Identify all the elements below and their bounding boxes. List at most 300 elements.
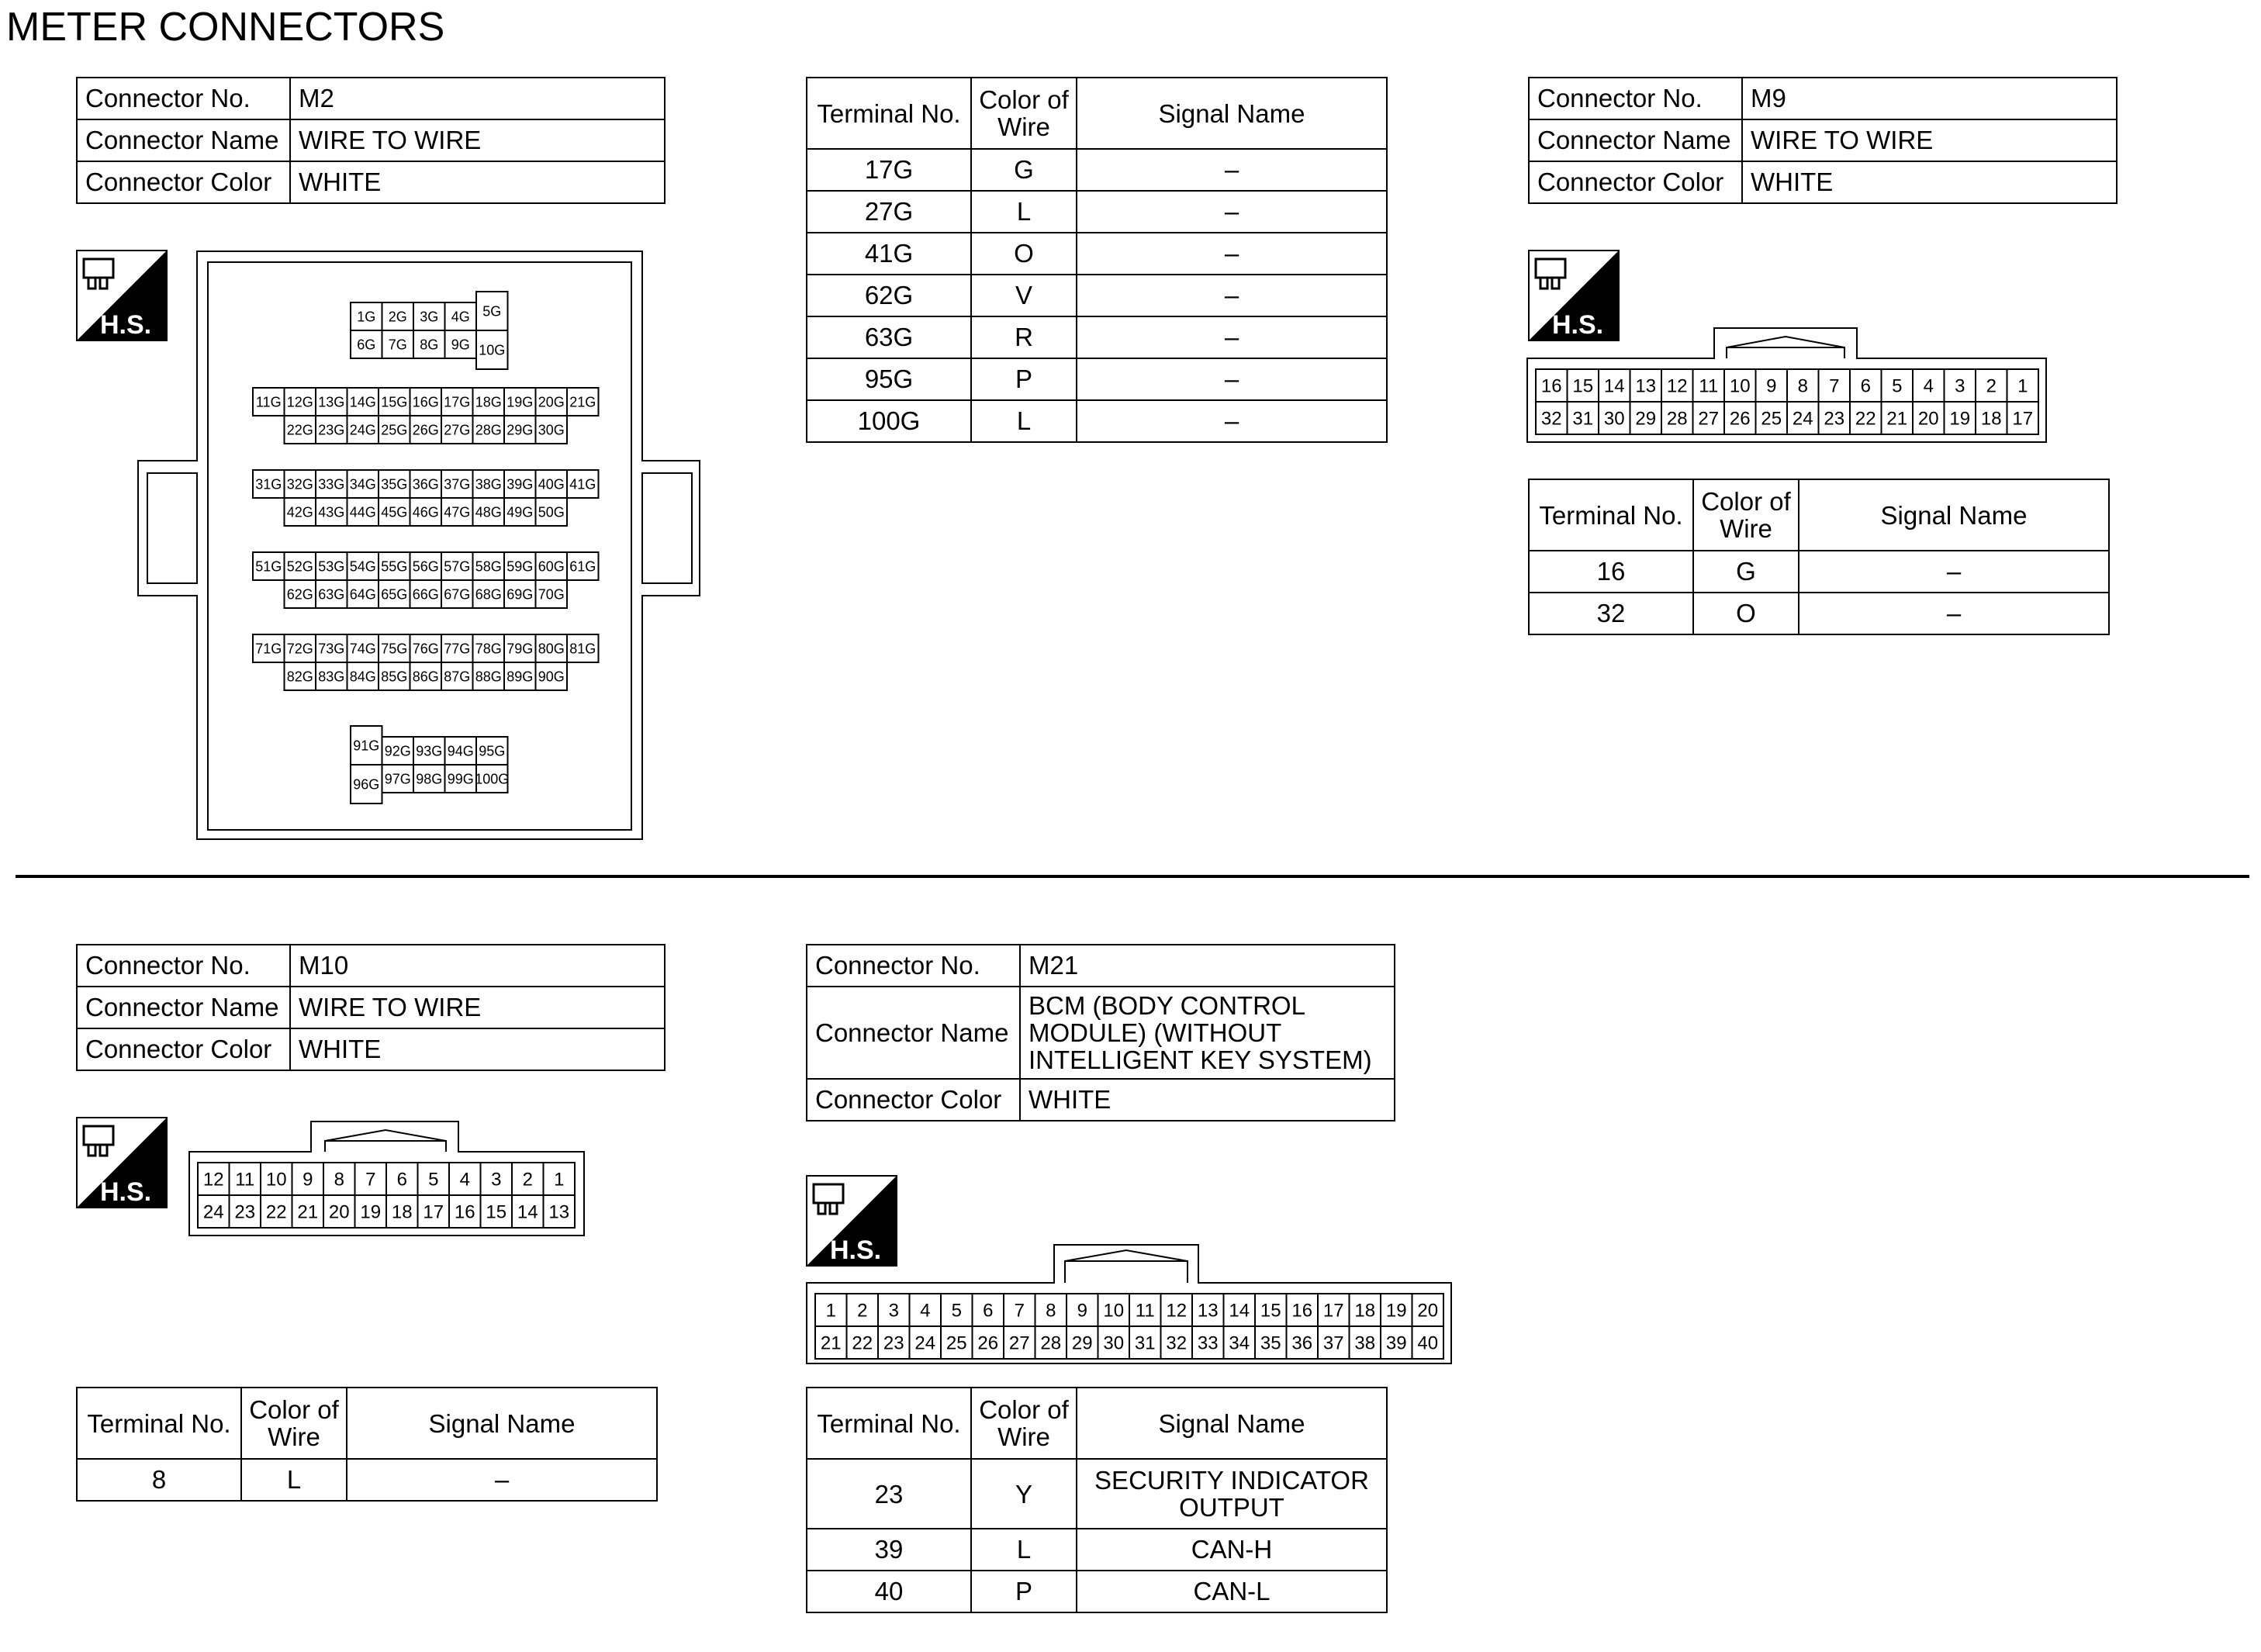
connector-pin — [413, 302, 445, 330]
pin-label: 20G — [538, 394, 565, 410]
connector-pin — [1787, 402, 1819, 434]
connector-pin — [941, 1294, 973, 1326]
pin-label: 33 — [1197, 1332, 1219, 1354]
pin-label: 39 — [1385, 1332, 1407, 1354]
hs-badge-text: H.S. — [99, 310, 152, 340]
pin-label: 22G — [286, 422, 313, 438]
connector-pin — [476, 737, 508, 765]
pin-label: 9 — [1766, 375, 1777, 397]
connector-pin — [1913, 369, 1945, 402]
pin-label: 11 — [1699, 375, 1719, 397]
pin-label: 78G — [475, 641, 502, 657]
connector-pin — [253, 470, 285, 498]
pin-label: 3 — [1955, 375, 1965, 397]
pin-label: 91G — [353, 738, 380, 754]
pin-label: 81G — [569, 641, 596, 657]
connector-color-value: WHITE — [290, 1028, 665, 1070]
connector-pin — [1661, 369, 1693, 402]
pin-label: 16 — [1540, 375, 1562, 397]
pin-label: 4G — [451, 309, 470, 325]
signal-name-header: Signal Name — [1077, 1388, 1387, 1459]
connector-pin — [473, 498, 505, 526]
pin-label: 71G — [255, 641, 282, 657]
connector-no-value: M10 — [290, 945, 665, 987]
connector-pin — [285, 470, 316, 498]
wire-color: G — [1693, 551, 1799, 593]
pin-label: 34G — [349, 476, 376, 492]
terminal-no: 40 — [807, 1571, 971, 1612]
connector-pin — [512, 1163, 544, 1195]
connector-pin — [445, 765, 477, 793]
connector-pin — [1756, 369, 1788, 402]
pin-label: 29G — [506, 422, 534, 438]
pin-label: 30 — [1103, 1332, 1125, 1354]
pin-label: 15 — [486, 1201, 507, 1223]
connector-name-value: WIRE TO WIRE — [1742, 119, 2117, 161]
pin-label: 49G — [506, 504, 534, 520]
pin-label: 23 — [883, 1332, 904, 1354]
connector-pin — [441, 498, 473, 526]
signal-name: – — [1077, 233, 1387, 275]
connector-pin — [316, 634, 347, 662]
pin-label: 9G — [451, 337, 470, 353]
pin-label: 55G — [381, 558, 408, 575]
pin-label: 32 — [1166, 1332, 1188, 1354]
pin-label: 73G — [318, 641, 345, 657]
pin-label: 20 — [1917, 408, 1939, 430]
connector-pin — [230, 1163, 261, 1195]
connector-pin — [536, 634, 568, 662]
connector-pin — [1412, 1326, 1444, 1359]
connector-pin — [285, 662, 316, 690]
connector-pin — [292, 1195, 324, 1228]
pin-label: 31 — [1134, 1332, 1156, 1354]
pin-label: 7 — [365, 1169, 376, 1191]
connector-no-row — [77, 78, 665, 119]
pin-label: 23 — [1824, 408, 1845, 430]
pin-label: 24 — [1792, 408, 1813, 430]
pin-label: 37G — [444, 476, 471, 492]
connector-color-row — [807, 1079, 1395, 1121]
connector-pin — [1035, 1294, 1067, 1326]
pin-label: 44G — [349, 504, 376, 520]
pin-label: 8 — [334, 1169, 344, 1191]
connector-pin — [1724, 369, 1756, 402]
connector-pin — [1035, 1326, 1067, 1359]
connector-pin — [347, 470, 379, 498]
terminal-row — [807, 1529, 1387, 1571]
connector-pin — [1318, 1294, 1350, 1326]
signal-name: – — [1077, 358, 1387, 400]
connector-pin — [504, 388, 536, 416]
connector-pin — [1693, 402, 1725, 434]
connector-pin — [878, 1326, 910, 1359]
connector-pin — [379, 388, 410, 416]
pin-label: 8 — [1046, 1300, 1056, 1322]
connector-pin — [351, 302, 382, 330]
connector-pin — [973, 1294, 1004, 1326]
terminal-no: 32 — [1529, 593, 1693, 634]
connector-pin — [1067, 1326, 1098, 1359]
pin-label: 17G — [444, 394, 471, 410]
connector-pin — [1129, 1294, 1161, 1326]
pin-label: 2G — [388, 309, 407, 325]
pin-label: 3 — [491, 1169, 502, 1191]
pin-label: 25 — [1761, 408, 1782, 430]
connector-pin — [445, 330, 477, 358]
wire-color-header: Color of Wire — [1693, 479, 1799, 551]
connector-no-value: M9 — [1742, 78, 2117, 119]
connector-pin — [441, 634, 473, 662]
signal-name: CAN-H — [1077, 1529, 1387, 1571]
connector-pin — [475, 765, 509, 793]
signal-name: SECURITY INDICATOR OUTPUT — [1077, 1459, 1387, 1529]
pin-label: 72G — [286, 641, 313, 657]
connector-pin — [1913, 402, 1945, 434]
connector-face-m2 — [137, 250, 701, 841]
pin-label: 36 — [1291, 1332, 1313, 1354]
connector-pin — [1350, 1294, 1381, 1326]
signal-name: – — [1077, 149, 1387, 191]
pin-label: 15G — [381, 394, 408, 410]
connector-no-row — [807, 945, 1395, 987]
connector-pin — [445, 302, 477, 330]
connector-pin — [544, 1195, 576, 1228]
connector-pin — [386, 1163, 418, 1195]
connector-no-row — [77, 945, 665, 987]
pin-label: 70G — [538, 586, 565, 603]
connector-pin — [1161, 1294, 1193, 1326]
pin-label: 3G — [420, 309, 439, 325]
pin-label: 7G — [388, 337, 407, 353]
connector-color-row — [1529, 161, 2117, 203]
pin-label: 1 — [2017, 375, 2028, 397]
connector-pin — [347, 552, 379, 580]
pin-label: 14 — [1229, 1300, 1250, 1322]
connector-pin — [413, 330, 445, 358]
terminal-no: 63G — [807, 316, 971, 358]
pin-label: 67G — [444, 586, 471, 603]
terminal-no: 39 — [807, 1529, 971, 1571]
connector-face-m21 — [806, 1242, 1453, 1365]
connector-pin — [285, 634, 316, 662]
pin-label: 69G — [506, 586, 534, 603]
pin-label: 48G — [475, 504, 502, 520]
connector-pin — [355, 1163, 387, 1195]
terminal-no: 16 — [1529, 551, 1693, 593]
pin-label: 32G — [286, 476, 313, 492]
pin-label: 16G — [412, 394, 439, 410]
connector-pin — [382, 302, 414, 330]
terminal-table-m21 — [806, 1387, 1388, 1613]
pin-label: 12 — [1166, 1300, 1188, 1322]
connector-pin — [504, 662, 536, 690]
signal-name: – — [1077, 316, 1387, 358]
terminal-no: 27G — [807, 191, 971, 233]
wire-color: V — [971, 275, 1077, 316]
connector-pin — [413, 765, 445, 793]
pin-label: 68G — [475, 586, 502, 603]
connector-color-value: WHITE — [1020, 1079, 1395, 1121]
pin-label: 4 — [459, 1169, 470, 1191]
pin-label: 8 — [1797, 375, 1808, 397]
pin-label: 19G — [506, 394, 534, 410]
pin-label: 8G — [420, 337, 439, 353]
connector-pin — [1350, 1326, 1381, 1359]
pin-label: 6 — [983, 1300, 994, 1322]
connector-pin — [1161, 1326, 1193, 1359]
pin-label: 41G — [569, 476, 596, 492]
pin-label: 1 — [554, 1169, 565, 1191]
pin-label: 76G — [412, 641, 439, 657]
connector-pin — [1287, 1294, 1319, 1326]
connector-pin — [1255, 1326, 1287, 1359]
pin-label: 59G — [506, 558, 534, 575]
connector-pin — [1004, 1294, 1035, 1326]
connector-pin — [504, 580, 536, 608]
connector-name-label: Connector Name — [807, 987, 1020, 1079]
connector-pin — [1255, 1294, 1287, 1326]
connector-pin — [379, 580, 410, 608]
pin-label: 37 — [1322, 1332, 1344, 1354]
terminal-row — [807, 358, 1387, 400]
pin-label: 32 — [1540, 408, 1562, 430]
connector-pin — [815, 1294, 847, 1326]
pin-label: 84G — [349, 669, 376, 685]
connector-name-row — [77, 119, 665, 161]
connector-pin — [230, 1195, 261, 1228]
terminal-table-m10 — [76, 1387, 658, 1502]
pin-label: 95G — [479, 743, 506, 759]
connector-info-m9 — [1528, 77, 2118, 204]
pin-label: 42G — [286, 504, 313, 520]
wire-color: L — [971, 400, 1077, 442]
wire-color: P — [971, 358, 1077, 400]
terminal-row — [807, 1571, 1387, 1612]
connector-color-label: Connector Color — [1529, 161, 1742, 203]
terminal-row — [807, 400, 1387, 442]
pin-label: 40 — [1417, 1332, 1439, 1354]
terminal-row — [807, 149, 1387, 191]
pin-label: 33G — [318, 476, 345, 492]
pin-label: 87G — [444, 669, 471, 685]
pin-label: 1G — [357, 309, 376, 325]
terminal-no-header: Terminal No. — [1529, 479, 1693, 551]
wire-color-header: Color of Wire — [971, 1388, 1077, 1459]
connector-color-label: Connector Color — [77, 161, 290, 203]
connector-pin — [1599, 402, 1630, 434]
connector-pin — [536, 552, 568, 580]
connector-pin — [285, 388, 316, 416]
pin-label: 100G — [475, 771, 510, 787]
wire-color: L — [971, 191, 1077, 233]
connector-pin — [379, 662, 410, 690]
connector-pin — [413, 737, 445, 765]
connector-pin — [1568, 369, 1599, 402]
pin-label: 15 — [1572, 375, 1594, 397]
pin-label: 7 — [1829, 375, 1840, 397]
wire-color-header: Color of Wire — [971, 78, 1077, 149]
connector-name-row — [1529, 119, 2117, 161]
connector-pin — [285, 552, 316, 580]
pin-label: 38G — [475, 476, 502, 492]
connector-pin — [316, 498, 347, 526]
pin-label: 56G — [412, 558, 439, 575]
pin-label: 47G — [444, 504, 471, 520]
pin-label: 75G — [381, 641, 408, 657]
connector-info-m10 — [76, 944, 666, 1071]
connector-pin — [473, 416, 505, 444]
connector-pin — [473, 662, 505, 690]
pin-label: 64G — [349, 586, 376, 603]
connector-pin — [323, 1195, 355, 1228]
connector-pin — [536, 470, 568, 498]
pin-label: 57G — [444, 558, 471, 575]
pin-label: 7 — [1014, 1300, 1025, 1322]
connector-pin — [441, 580, 473, 608]
terminal-table-header — [807, 78, 1387, 149]
connector-info-m21 — [806, 944, 1395, 1121]
pin-label: 14G — [349, 394, 376, 410]
connector-pin — [481, 1163, 513, 1195]
connector-no-label: Connector No. — [807, 945, 1020, 987]
pin-label: 35G — [381, 476, 408, 492]
connector-pin — [198, 1163, 230, 1195]
pin-label: 19 — [360, 1201, 382, 1223]
connector-pin — [410, 552, 442, 580]
pin-label: 18 — [391, 1201, 413, 1223]
terminal-table-header — [77, 1388, 657, 1459]
pin-label: 11G — [255, 394, 282, 410]
connector-pin — [382, 737, 414, 765]
pin-label: 99G — [447, 771, 474, 787]
connector-pin — [1192, 1294, 1224, 1326]
signal-name: – — [1799, 593, 2109, 634]
pin-label: 80G — [538, 641, 565, 657]
connector-pin — [347, 388, 379, 416]
pin-label: 17 — [423, 1201, 444, 1223]
connector-pin — [1381, 1326, 1412, 1359]
pin-label: 62G — [286, 586, 313, 603]
connector-pin — [1098, 1294, 1130, 1326]
connector-pin — [1287, 1326, 1319, 1359]
pin-label: 4 — [920, 1300, 931, 1322]
signal-name: – — [1077, 400, 1387, 442]
connector-pin — [1850, 369, 1882, 402]
terminal-no-header: Terminal No. — [807, 78, 971, 149]
pin-label: 9 — [303, 1169, 313, 1191]
connector-pin — [473, 388, 505, 416]
connector-color-row — [77, 161, 665, 203]
pin-label: 14 — [517, 1201, 538, 1223]
terminal-no: 17G — [807, 149, 971, 191]
connector-pin — [449, 1163, 481, 1195]
pin-label: 13 — [1635, 375, 1657, 397]
pin-label: 1 — [825, 1300, 836, 1322]
connector-pin — [347, 662, 379, 690]
pin-label: 79G — [506, 641, 534, 657]
connector-pin — [481, 1195, 513, 1228]
pin-label: 82G — [286, 669, 313, 685]
connector-pin — [847, 1294, 879, 1326]
connector-pin — [504, 498, 536, 526]
pin-label: 19 — [1949, 408, 1971, 430]
connector-no-label: Connector No. — [77, 78, 290, 119]
connector-color-label: Connector Color — [77, 1028, 290, 1070]
pin-label: 15 — [1260, 1300, 1281, 1322]
connector-pin — [973, 1326, 1004, 1359]
connector-name-value: WIRE TO WIRE — [290, 119, 665, 161]
pin-label: 22 — [265, 1201, 287, 1223]
terminal-row — [807, 1459, 1387, 1529]
connector-pin — [847, 1326, 879, 1359]
terminal-row — [1529, 593, 2109, 634]
pin-label: 26 — [977, 1332, 999, 1354]
connector-color-row — [77, 1028, 665, 1070]
connector-pin — [382, 330, 414, 358]
pin-label: 29 — [1071, 1332, 1093, 1354]
connector-pin — [504, 470, 536, 498]
connector-pin — [449, 1195, 481, 1228]
pin-label: 19 — [1385, 1300, 1407, 1322]
pin-label: 43G — [318, 504, 345, 520]
connector-pin — [347, 580, 379, 608]
signal-name-header: Signal Name — [1799, 479, 2109, 551]
pin-label: 2 — [522, 1169, 533, 1191]
connector-pin — [1224, 1326, 1256, 1359]
connector-pin — [536, 662, 568, 690]
connector-pin — [1945, 369, 1976, 402]
connector-name-label: Connector Name — [77, 119, 290, 161]
connector-pin — [504, 416, 536, 444]
wire-color: O — [971, 233, 1077, 275]
pin-label: 45G — [381, 504, 408, 520]
connector-pin — [379, 416, 410, 444]
connector-no-row — [1529, 78, 2117, 119]
connector-pin — [473, 470, 505, 498]
section-divider — [16, 875, 2249, 878]
connector-pin — [351, 765, 382, 804]
connector-pin — [1630, 369, 1662, 402]
signal-name: – — [347, 1459, 657, 1501]
pin-label: 28 — [1040, 1332, 1062, 1354]
connector-face-m9 — [1526, 326, 2048, 444]
pin-label: 20 — [328, 1201, 350, 1223]
pin-label: 18 — [1354, 1300, 1376, 1322]
pin-label: 16 — [1291, 1300, 1313, 1322]
connector-pin — [410, 416, 442, 444]
terminal-no: 8 — [77, 1459, 241, 1501]
hs-badge-text: H.S. — [1551, 310, 1604, 340]
connector-pin — [1412, 1294, 1444, 1326]
terminal-row — [807, 233, 1387, 275]
pin-label: 27 — [1008, 1332, 1030, 1354]
wire-color: R — [971, 316, 1077, 358]
pin-label: 28G — [475, 422, 502, 438]
pin-label: 29 — [1635, 408, 1657, 430]
pin-label: 58G — [475, 558, 502, 575]
connector-pin — [536, 416, 568, 444]
connector-pin — [316, 470, 347, 498]
pin-label: 30G — [538, 422, 565, 438]
terminal-no: 41G — [807, 233, 971, 275]
hs-badge-text: H.S. — [99, 1177, 152, 1207]
pin-label: 21G — [569, 394, 596, 410]
pin-label: 31 — [1572, 408, 1594, 430]
pin-label: 46G — [412, 504, 439, 520]
connector-pin — [1192, 1326, 1224, 1359]
pin-label: 12G — [286, 394, 313, 410]
